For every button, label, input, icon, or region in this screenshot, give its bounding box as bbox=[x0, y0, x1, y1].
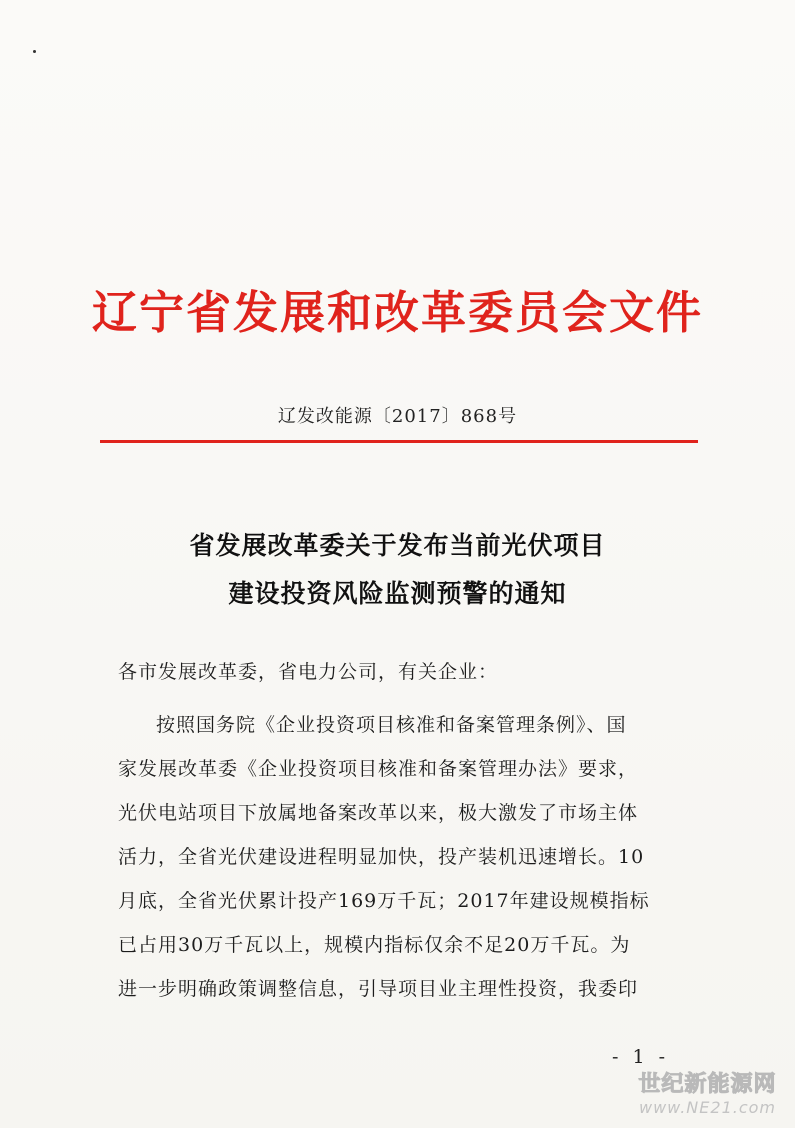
body-line: 活力，全省光伏建设进程明显加快，投产装机迅速增长。10 bbox=[118, 846, 645, 868]
addressee-line: 各市发展改革委，省电力公司，有关企业： bbox=[118, 661, 499, 683]
page-number: - 1 - bbox=[612, 1046, 670, 1068]
body-paragraph bbox=[118, 703, 684, 1011]
document-number: 辽发改能源〔2017〕868号 bbox=[277, 406, 518, 427]
notice-title bbox=[0, 522, 795, 618]
body-line: 家发展改革委《企业投资项目核准和备案管理办法》要求， bbox=[118, 758, 639, 780]
body-line: 月底，全省光伏累计投产169万千瓦；2017年建设规模指标 bbox=[118, 890, 650, 912]
notice-title-line-2: 建设投资风险监测预警的通知 bbox=[228, 579, 567, 608]
watermark-url: www.NE21.com bbox=[638, 1098, 776, 1117]
body-line: 进一步明确政策调整信息，引导项目业主理性投资，我委印 bbox=[118, 978, 639, 1000]
red-divider-line bbox=[100, 440, 698, 443]
scan-speck bbox=[33, 50, 36, 53]
body-line: 已占用30万千瓦以上，规模内指标仅余不足20万千瓦。为 bbox=[118, 934, 631, 956]
body-line: 按照国务院《企业投资项目核准和备案管理条例》、国 bbox=[156, 714, 627, 736]
watermark-name: 世纪新能源网 bbox=[638, 1072, 777, 1097]
notice-title-line-1: 省发展改革委关于发布当前光伏项目 bbox=[189, 531, 606, 560]
red-header-title: 辽宁省发展和改革委员会文件 bbox=[91, 286, 703, 339]
site-watermark bbox=[625, 1072, 790, 1118]
body-line: 光伏电站项目下放属地备案改革以来，极大激发了市场主体 bbox=[118, 802, 639, 824]
